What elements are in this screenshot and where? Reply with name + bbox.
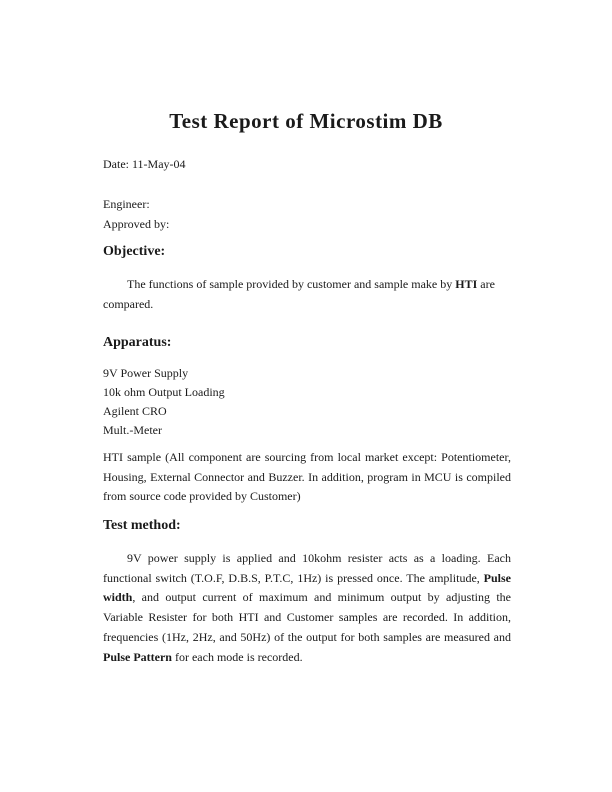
test-method-text-3: for each mode is recorded.	[171, 649, 303, 664]
objective-paragraph	[103, 274, 511, 314]
engineer-label: Engineer:	[103, 197, 150, 211]
objective-text-after: are compared.	[103, 277, 495, 311]
test-method-text-2: , and output current of maximum and minimum output by adjusting the Variable Resister for both HTI and Customer samples are recorded. In addition, frequencies (1Hz, 2Hz, and 50Hz) of the output for both samples are measured and	[103, 590, 511, 644]
apparatus-item-power-supply: 9V Power Supply	[103, 366, 189, 380]
apparatus-item-multimeter: Mult.-Meter	[103, 423, 162, 437]
apparatus-heading: Apparatus:	[103, 335, 172, 350]
objective-heading: Objective:	[103, 244, 166, 259]
objective-text-bold-hti: HTI	[455, 277, 478, 291]
apparatus-item-output-loading: 10k ohm Output Loading	[103, 385, 225, 399]
apparatus-item-cro: Agilent CRO	[103, 404, 167, 418]
test-method-paragraph	[103, 549, 511, 667]
page-title: Test Report of Microstim DB	[169, 109, 443, 133]
test-method-text-bold-pulse-width: Pulse width	[103, 570, 511, 605]
signoff-block	[103, 194, 511, 234]
test-method-text-1: 9V power supply is applied and 10kohm resister acts as a loading. Each functional switch (T.O.F, D.B.S, P.T.C, 1Hz) is pressed once. The amplitude,	[103, 551, 511, 585]
test-method-text-bold-pulse-pattern: Pulse Pattern	[103, 649, 172, 664]
test-method-heading: Test method:	[103, 518, 181, 533]
date-line: Date: 11-May-04	[103, 157, 186, 171]
apparatus-list	[103, 364, 511, 440]
apparatus-note-paragraph: HTI sample (All component are sourcing from local market except: Potentiometer, Housing, External Connector and Buzzer. In addition, program in MCU is compiled from source code provided by Customer)	[103, 450, 511, 503]
approved-by-label: Approved by:	[103, 217, 170, 231]
objective-text-before: The functions of sample provided by customer and sample make by	[127, 277, 456, 291]
